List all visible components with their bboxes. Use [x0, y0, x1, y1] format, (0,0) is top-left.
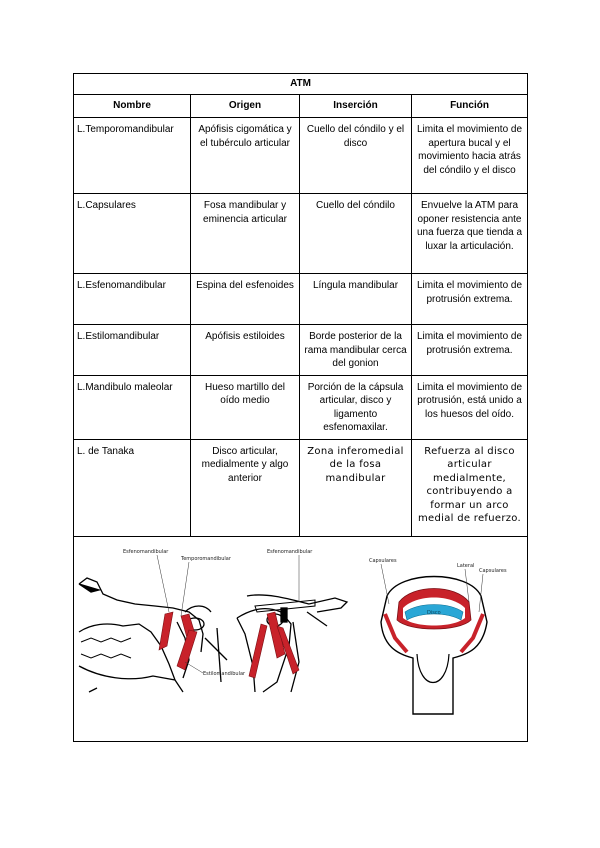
table-header-row — [74, 94, 528, 118]
cell-funcion: Limita el movimiento de protrusión extrema. — [412, 325, 528, 376]
cell-funcion: Limita el movimiento de apertura bucal y el movimiento hacia atrás del cóndilo y el disco — [412, 118, 528, 194]
figure-row — [74, 536, 528, 741]
label-capsulares: Capsulares — [369, 557, 397, 564]
cell-nombre: L.Capsulares — [74, 194, 191, 274]
label-esfenomandibular-2: Esfenomandibular — [267, 548, 313, 555]
table-row — [74, 375, 528, 439]
cell-origen: Espina del esfenoides — [191, 274, 300, 325]
cell-origen: Fosa mandibular y eminencia articular — [191, 194, 300, 274]
cell-origen: Apófisis cigomática y el tubérculo articular — [191, 118, 300, 194]
cell-nombre: L.Esfenomandibular — [74, 274, 191, 325]
cell-insercion: Língula mandibular — [300, 274, 412, 325]
label-capsulares-2: Capsulares — [479, 567, 507, 574]
cell-origen: Apófisis estiloides — [191, 325, 300, 376]
table-row — [74, 325, 528, 376]
label-esfenomandibular-1: Esfenomandibular — [123, 548, 169, 555]
label-lateral: Lateral — [457, 562, 475, 569]
figure-cell — [74, 536, 528, 741]
cell-funcion: Refuerza al disco articular medialmente, contribuyendo a formar un arco medial de refuerzo. — [412, 439, 528, 536]
atm-table — [73, 73, 528, 742]
table-row — [74, 274, 528, 325]
atm-ligaments-figure — [77, 542, 529, 737]
table-title: ATM — [74, 74, 528, 95]
header-origen: Origen — [191, 94, 300, 118]
header-insercion: Inserción — [300, 94, 412, 118]
cell-insercion: Cuello del cóndilo — [300, 194, 412, 274]
cell-funcion: Limita el movimiento de protrusión extrema. — [412, 274, 528, 325]
cell-insercion: Cuello del cóndilo y el disco — [300, 118, 412, 194]
label-estilomandibular: Estilomandibular — [203, 670, 246, 677]
cell-funcion: Limita el movimiento de protrusión, está unido a los huesos del oído. — [412, 375, 528, 439]
cell-funcion: Envuelve la ATM para oponer resistencia ante una fuerza que tienda a luxar la articulación. — [412, 194, 528, 274]
cell-nombre: L.Mandibulo maleolar — [74, 375, 191, 439]
cell-nombre: L. de Tanaka — [74, 439, 191, 536]
label-temporomandibular: Temporomandibular — [181, 555, 231, 562]
header-funcion: Función — [412, 94, 528, 118]
cell-origen: Hueso martillo del oído medio — [191, 375, 300, 439]
table-row — [74, 439, 528, 536]
table-row — [74, 194, 528, 274]
ligaments-panel-1 — [159, 612, 197, 670]
joint-coronal-section — [381, 576, 487, 714]
cell-insercion: Borde posterior de la rama mandibular cerca del gonion — [300, 325, 412, 376]
header-nombre: Nombre — [74, 94, 191, 118]
cell-insercion: Porción de la cápsula articular, disco y ligamento esfenomaxilar. — [300, 375, 412, 439]
label-disco: Disco — [427, 609, 441, 616]
cell-origen: Disco articular, medialmente y algo anterior — [191, 439, 300, 536]
table-row — [74, 118, 528, 194]
cell-insercion: Zona inferomedial de la fosa mandibular — [300, 439, 412, 536]
cell-nombre: L.Estilomandibular — [74, 325, 191, 376]
atm-illustration — [77, 542, 529, 737]
table-title-row — [74, 74, 528, 95]
cell-nombre: L.Temporomandibular — [74, 118, 191, 194]
